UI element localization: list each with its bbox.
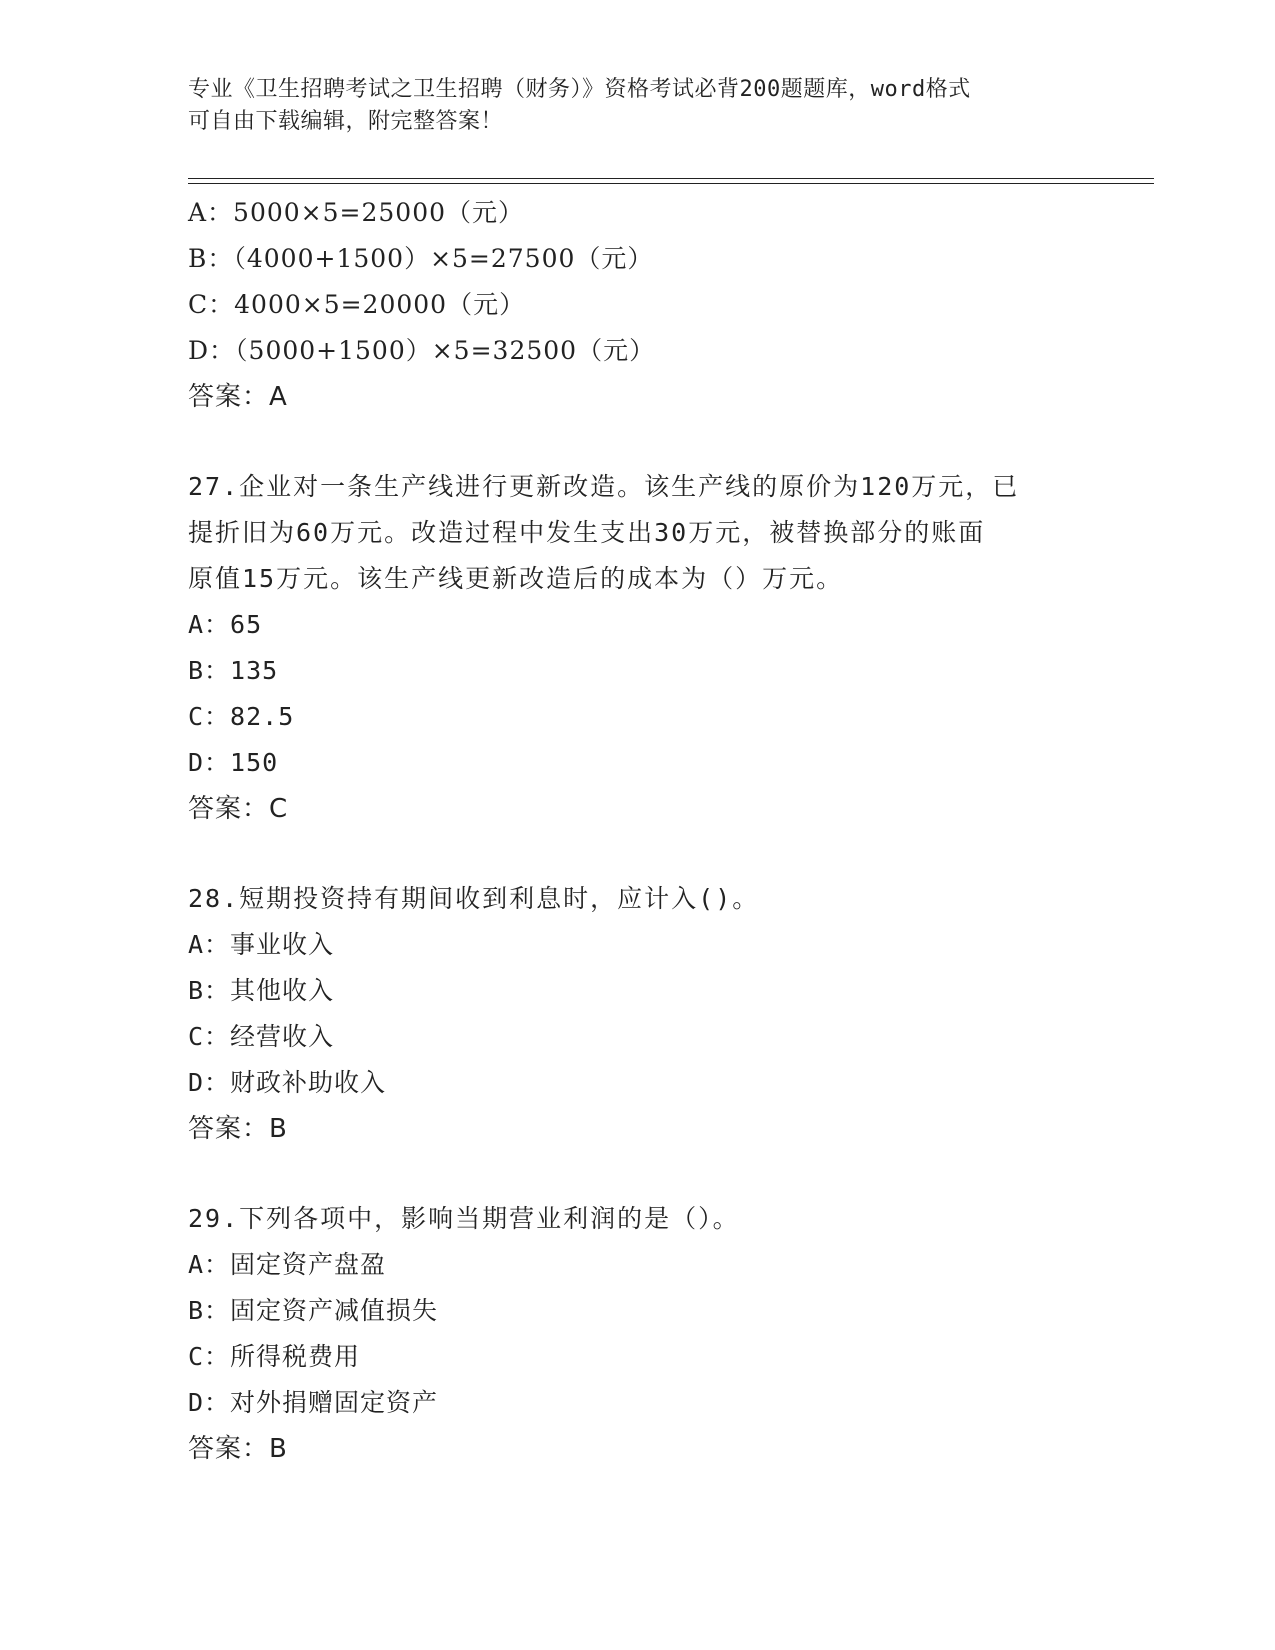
stem-line-2: 提折旧为60万元。改造过程中发生支出30万元，被替换部分的账面 xyxy=(188,518,986,547)
header-line-2: 可自由下载编辑，附完整答案！ xyxy=(188,109,504,134)
question-stem xyxy=(188,1196,1068,1242)
option-c: C：4000×5=20000（元） xyxy=(188,290,526,319)
option-c: C：82.5 xyxy=(188,702,295,731)
option-d: D：对外捐赠固定资产 xyxy=(188,1388,439,1417)
option-a: A：固定资产盘盈 xyxy=(188,1250,387,1279)
answer-line: 答案：A xyxy=(188,382,288,412)
question-stem xyxy=(188,876,1068,922)
question-28 xyxy=(188,876,1088,1152)
question-26 xyxy=(188,190,1088,420)
stem-line-3: 原值15万元。该生产线更新改造后的成本为（）万元。 xyxy=(188,564,844,593)
option-a: A：事业收入 xyxy=(188,930,335,959)
option-d: D：财政补助收入 xyxy=(188,1068,387,1097)
stem-line-1: 28.短期投资持有期间收到利息时，应计入()。 xyxy=(188,884,760,913)
option-a: A：65 xyxy=(188,610,263,639)
option-c: C：经营收入 xyxy=(188,1022,335,1051)
option-c: C：所得税费用 xyxy=(188,1342,361,1371)
option-b: B：135 xyxy=(188,656,279,685)
answer-line: 答案：B xyxy=(188,1114,288,1144)
option-b: B：（4000+1500）×5=27500（元） xyxy=(188,244,654,273)
option-b: B：固定资产减值损失 xyxy=(188,1296,439,1325)
option-d: D：150 xyxy=(188,748,279,777)
header-divider-top xyxy=(188,178,1154,179)
option-d: D：（5000+1500）×5=32500（元） xyxy=(188,336,656,365)
stem-line-1: 29.下列各项中，影响当期营业利润的是（）。 xyxy=(188,1204,740,1233)
answer-line: 答案：C xyxy=(188,794,289,824)
question-27 xyxy=(188,464,1088,832)
question-29 xyxy=(188,1196,1088,1472)
header-divider-bottom xyxy=(188,183,1154,184)
stem-line-1: 27.企业对一条生产线进行更新改造。该生产线的原价为120万元，已 xyxy=(188,472,1020,501)
header-line-1: 专业《卫生招聘考试之卫生招聘（财务）》资格考试必背200题题库，word格式 xyxy=(188,77,971,102)
question-stem xyxy=(188,464,1068,602)
answer-line: 答案：B xyxy=(188,1434,288,1464)
option-a: A：5000×5=25000（元） xyxy=(188,198,525,227)
question-content xyxy=(188,190,1088,1472)
document-header xyxy=(188,74,1068,138)
option-b: B：其他收入 xyxy=(188,976,335,1005)
